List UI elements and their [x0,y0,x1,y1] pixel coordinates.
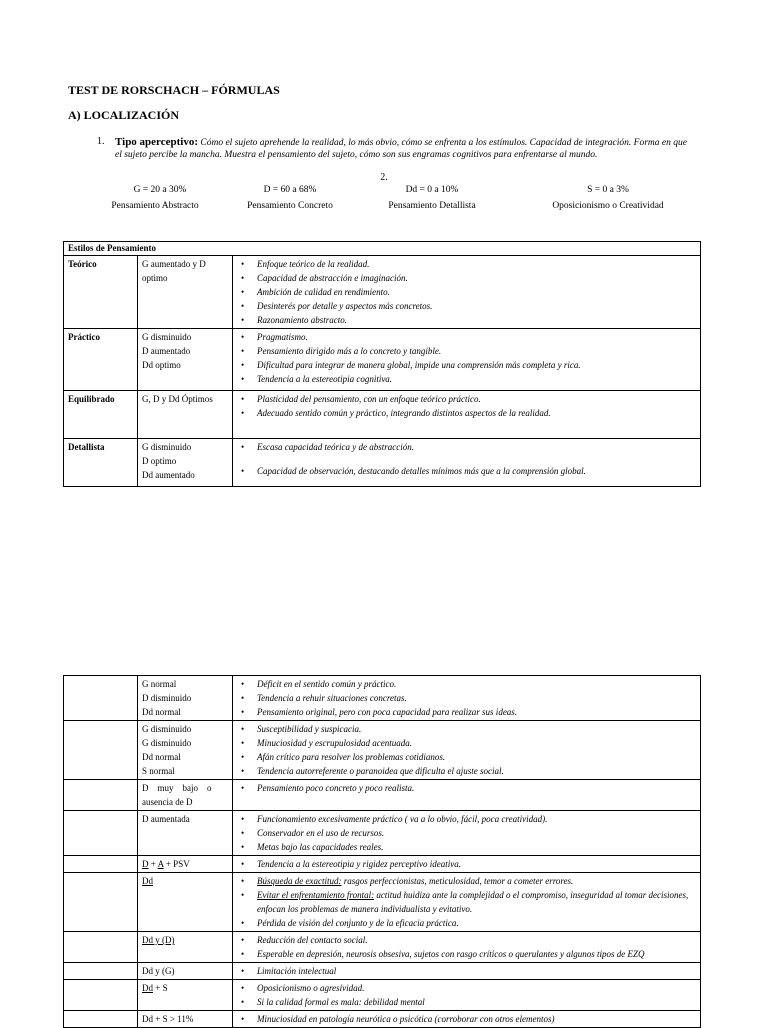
list-item: • Afán crítico para resolver los problemas cotidianos. [237,750,696,764]
list-item: • Susceptibilidad y suspicacia. [237,722,696,736]
item-1 [97,136,687,161]
list-item: • Adecuado sentido común y práctico, integrando distintos aspectos de la realidad. [237,406,696,420]
formula-d: D = 60 a 68% [263,185,317,195]
style-traits [233,329,701,391]
formula-d-name: Pensamiento Concreto [247,201,333,211]
table-row [64,676,701,721]
list-item: • Tendencia a la estereotipia cognitiva. [237,372,696,386]
list-item: • Búsqueda de exactitud: rasgos perfeccionistas, meticulosidad, temor a cometer errores. [237,874,696,888]
table-row [64,932,701,963]
formula-localization: Dd + S > 11% [138,1011,233,1028]
list-item: • Oposicionismo o agresividad. [237,981,696,995]
table-header: Estilos de Pensamiento [64,242,701,256]
section-heading: A) LOCALIZACIÓN [68,108,180,122]
list-item: • Tendencia a rehuir situaciones concretas. [237,691,696,705]
formula-localization: D muy bajo o ausencia de D [138,780,233,811]
list-item: • Pérdida de visión del conjunto y de la eficacia práctica. [237,916,696,930]
formula-localization: Dd y (G) [138,963,233,980]
style-localization: G disminuido D optimo Dd aumentado [138,439,233,487]
list-item: • Déficit en el sentido común y práctico. [237,677,696,691]
style-name: Teórico [64,256,138,329]
style-localization: G, D y Dd Óptimos [138,391,233,439]
list-item: • Pensamiento original, pero con poca capacidad para realizar sus ideas. [237,705,696,719]
formula-traits [233,780,701,811]
list-item: • Desinterés por detalle y aspectos más concretos. [237,299,696,313]
list-item: • Reducción del contacto social. [237,933,696,947]
list-item: • Tendencia a la estereotipia y rigidez perceptivo ideativa. [237,857,696,871]
list-item: • Limitación intelectual [237,964,696,978]
formula-localization: Dd y (D) [138,932,233,963]
style-traits [233,256,701,329]
formula-traits [233,963,701,980]
style-name: Detallista [64,439,138,487]
item-label: Tipo aperceptivo: [115,136,199,148]
list-item: • Pragmatismo. [237,330,696,344]
style-name: Práctico [64,329,138,391]
table-row [64,439,701,487]
formula-localization: Dd [138,873,233,932]
formula-traits [233,980,701,1011]
table-row [64,811,701,856]
list-item: • Conservador en el uso de recursos. [237,826,696,840]
formula-localization: D + A + PSV [138,856,233,873]
list-item: • Dificultad para integrar de manera global, impide una comprensión más completa y rica. [237,358,696,372]
item-2-number: 2. [380,172,388,183]
table-row [64,980,701,1011]
thinking-styles-table [63,241,701,487]
list-item: • Ambición de calidad en rendimiento. [237,285,696,299]
formula-s-name: Oposicionismo o Creatividad [552,201,664,211]
formula-dd: Dd = 0 a 10% [405,185,459,195]
table-row [64,721,701,780]
list-item: • Minuciosidad en patología neurótica o psicótica (corroborar con otros elementos) [237,1012,696,1026]
formula-traits [233,1011,701,1028]
list-item: • Minuciosidad y escrupulosidad acentuada. [237,736,696,750]
formula-localization: G disminuido G disminuido Dd normal S normal [138,721,233,780]
formula-traits [233,676,701,721]
table-row [64,329,701,391]
style-localization: G disminuido D aumentado Dd optimo [138,329,233,391]
formula-localization: G normal D disminuido Dd normal [138,676,233,721]
formula-g-name: Pensamiento Abstracto [111,201,199,211]
formulas-table [63,675,701,1028]
list-item: • Capacidad de abstracción e imaginación. [237,271,696,285]
table-row [64,1011,701,1028]
list-item: • Pensamiento dirigido más a lo concreto y tangible. [237,344,696,358]
table-row [64,391,701,439]
style-name: Equilibrado [64,391,138,439]
list-item: • Funcionamiento excesivamente práctico ( va a lo obvio, fácil, poca creatividad). [237,812,696,826]
item-number: 1. [97,136,105,147]
table-header-row [64,242,701,256]
list-item: • Razonamiento abstracto. [237,313,696,327]
table-row [64,780,701,811]
formula-traits [233,811,701,856]
formula-localization: Dd + S [138,980,233,1011]
formula-traits [233,721,701,780]
formula-s: S = 0 a 3% [587,185,629,195]
table-row [64,963,701,980]
formula-localization: D aumentada [138,811,233,856]
list-item: • Enfoque teórico de la realidad. [237,257,696,271]
formula-traits [233,932,701,963]
table-row [64,873,701,932]
style-localization: G aumentado y D optimo [138,256,233,329]
formula-dd-name: Pensamiento Detallista [388,201,476,211]
style-traits [233,391,701,439]
list-item: • Escasa capacidad teórica y de abstracción. [237,440,696,454]
item-1-text [115,136,687,161]
list-item: • Capacidad de observación, destacando detalles mínimos más que a la comprensión global. [237,464,696,478]
list-item: • Pensamiento poco concreto y poco realista. [237,781,696,795]
list-item: • Si la calidad formal es mala: debilidad mental [237,995,696,1009]
formula-traits [233,873,701,932]
table-row [64,256,701,329]
list-item: • Evitar el enfrentamiento frontal: actitud huidiza ante la complejidad o el compromiso, inseguridad al tomar decisiones, enfocan los problemas de manera individualista y evitativo. [237,888,696,916]
list-item: • Esperable en depresión, neurosis obsesiva, sujetos con rasgo críticos o querulantes y algunos tipos de EZQ [237,947,696,961]
list-item: • Metas bajo las capacidades reales. [237,840,696,854]
style-traits [233,439,701,487]
item-description: Cómo el sujeto aprehende la realidad, lo más obvio, cómo se enfrenta a los estímulos. Capacidad de integración. Forma en que el sujeto percibe la mancha. Muestra el pensamiento del sujeto, cómo son sus engramas cognitivos para enfrentarse al mundo. [115,138,687,160]
document-title: TEST DE RORSCHACH – FÓRMULAS [68,83,280,97]
formula-g: G = 20 a 30% [133,185,187,195]
list-item: • Plasticidad del pensamiento, con un enfoque teórico práctico. [237,392,696,406]
list-item: • Tendencia autorreferente o paranoidea que dificulta el ajuste social. [237,764,696,778]
table-row [64,856,701,873]
formula-traits [233,856,701,873]
